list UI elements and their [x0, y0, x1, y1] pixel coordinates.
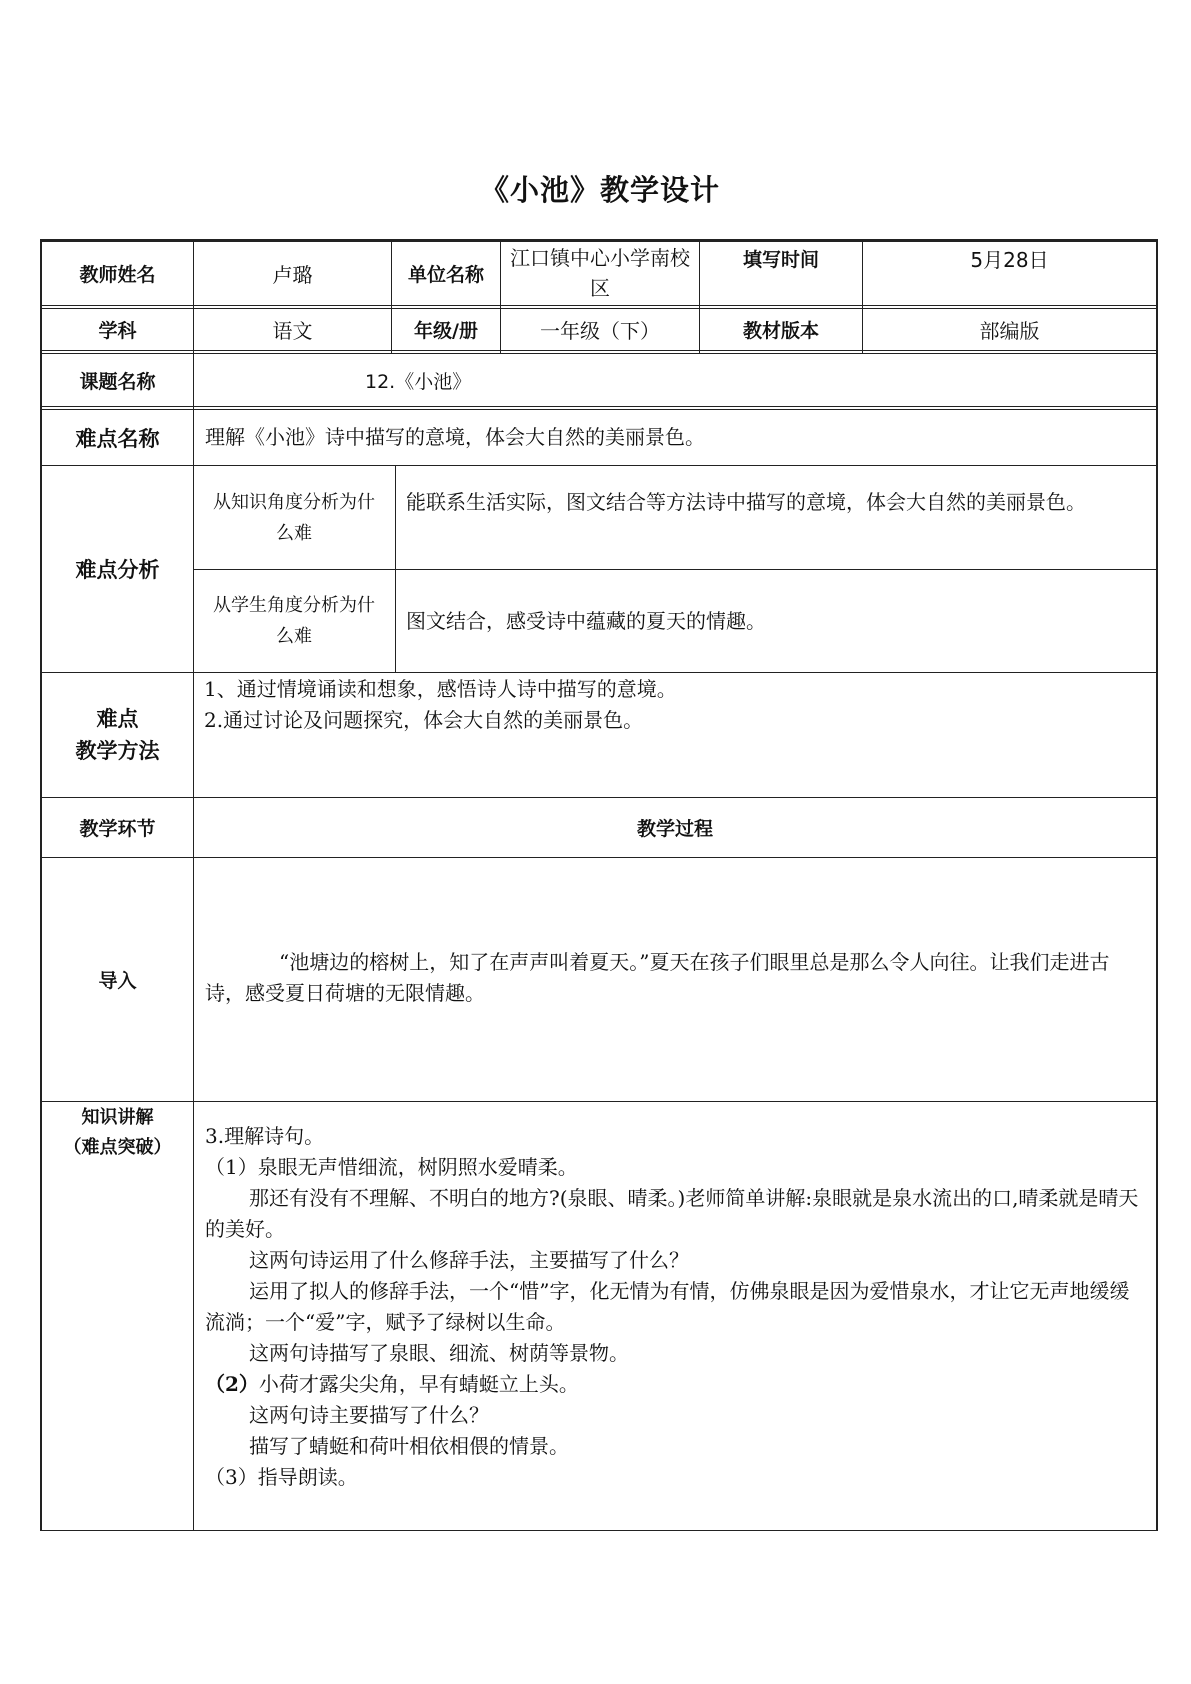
process-header: 教学过程	[636, 818, 713, 840]
teacher-value: 卢璐	[272, 262, 313, 287]
knowledge-p6-text: 小荷才露尖尖角，早有蜻蜓立上头。	[258, 1372, 579, 1396]
method-line-2: 2.通过讨论及问题探究，体会大自然的美丽景色。	[204, 708, 644, 732]
student-angle-value: 图文结合，感受诗中蕴藏的夏天的情趣。	[406, 609, 766, 633]
teacher-label: 教师姓名	[79, 263, 156, 286]
method-label	[42, 673, 193, 797]
analysis-label: 难点分析	[75, 558, 160, 582]
knowledge-p3: 这两句诗运用了什么修辞手法，主要描写了什么？	[249, 1248, 689, 1272]
difficulty-label: 难点名称	[75, 426, 160, 451]
grade-label: 年级/册	[414, 320, 478, 342]
edition-value: 部编版	[979, 319, 1040, 343]
page-title: 《小池》教学设计	[479, 173, 720, 207]
grade-value: 一年级（下）	[540, 319, 660, 343]
knowledge-label	[42, 1103, 193, 1163]
subject-label: 学科	[98, 320, 137, 342]
knowledge-p2: 那还有没有不理解、不明白的地方?(泉眼、晴柔。)老师简单讲解:泉眼就是泉水流出的口,晴柔就是晴天的美好。	[205, 1186, 1139, 1241]
knowledge-p1: （1）泉眼无声惜细流，树阴照水爱晴柔。	[205, 1155, 578, 1179]
unit-label: 单位名称	[407, 263, 484, 286]
knowledge-p8: 描写了蜻蜓和荷叶相依相偎的情景。	[249, 1434, 569, 1458]
date-value: 5月28日	[970, 247, 1049, 272]
intro-text: “池塘边的榕树上，知了在声声叫着夏天。”夏天在孩子们眼里总是那么令人向往。让我们走进古诗，感受夏日荷塘的无限情趣。	[205, 950, 1110, 1005]
edition-label: 教材版本	[742, 320, 819, 342]
intro-label: 导入	[98, 970, 137, 992]
topic-value: 12.《小池》	[365, 370, 472, 393]
knowledge-p6-number: （2）	[205, 1372, 259, 1396]
knowledge-label-line1: 知识讲解	[81, 1107, 154, 1128]
knowledge-label-line2: （难点突破）	[63, 1137, 172, 1158]
knowledge-p7: 这两句诗主要描写了什么？	[249, 1403, 489, 1427]
date-label: 填写时间	[742, 248, 819, 271]
subject-value: 语文	[272, 319, 313, 343]
method-label-line2: 教学方法	[75, 739, 160, 763]
topic-label: 课题名称	[79, 370, 156, 393]
knowledge-content	[205, 1121, 1149, 1493]
knowledge-p9: （3）指导朗读。	[205, 1465, 358, 1489]
student-angle-label: 从学生角度分析为什么难	[213, 595, 375, 647]
knowledge-p4: 运用了拟人的修辞手法，一个“惜”字，化无情为有情，仿佛泉眼是因为爱惜泉水，才让它无声地缓缓流淌；一个“爱”字，赋予了绿树以生命。	[205, 1279, 1130, 1334]
knowledge-heading: 3.理解诗句。	[205, 1124, 325, 1148]
knowledge-angle-label: 从知识角度分析为什么难	[213, 491, 375, 544]
knowledge-angle-value: 能联系生活实际，图文结合等方法诗中描写的意境，体会大自然的美丽景色。	[406, 490, 1086, 514]
unit-value: 江口镇中心小学南校区	[510, 246, 690, 300]
stage-header: 教学环节	[79, 818, 156, 840]
method-label-line1: 难点	[96, 707, 139, 731]
method-line-1: 1、通过情境诵读和想象，感悟诗人诗中描写的意境。	[204, 677, 677, 701]
knowledge-p6	[205, 1369, 1149, 1400]
knowledge-p5: 这两句诗描写了泉眼、细流、树荫等景物。	[249, 1341, 629, 1365]
difficulty-value: 理解《小池》诗中描写的意境，体会大自然的美丽景色。	[205, 425, 705, 449]
